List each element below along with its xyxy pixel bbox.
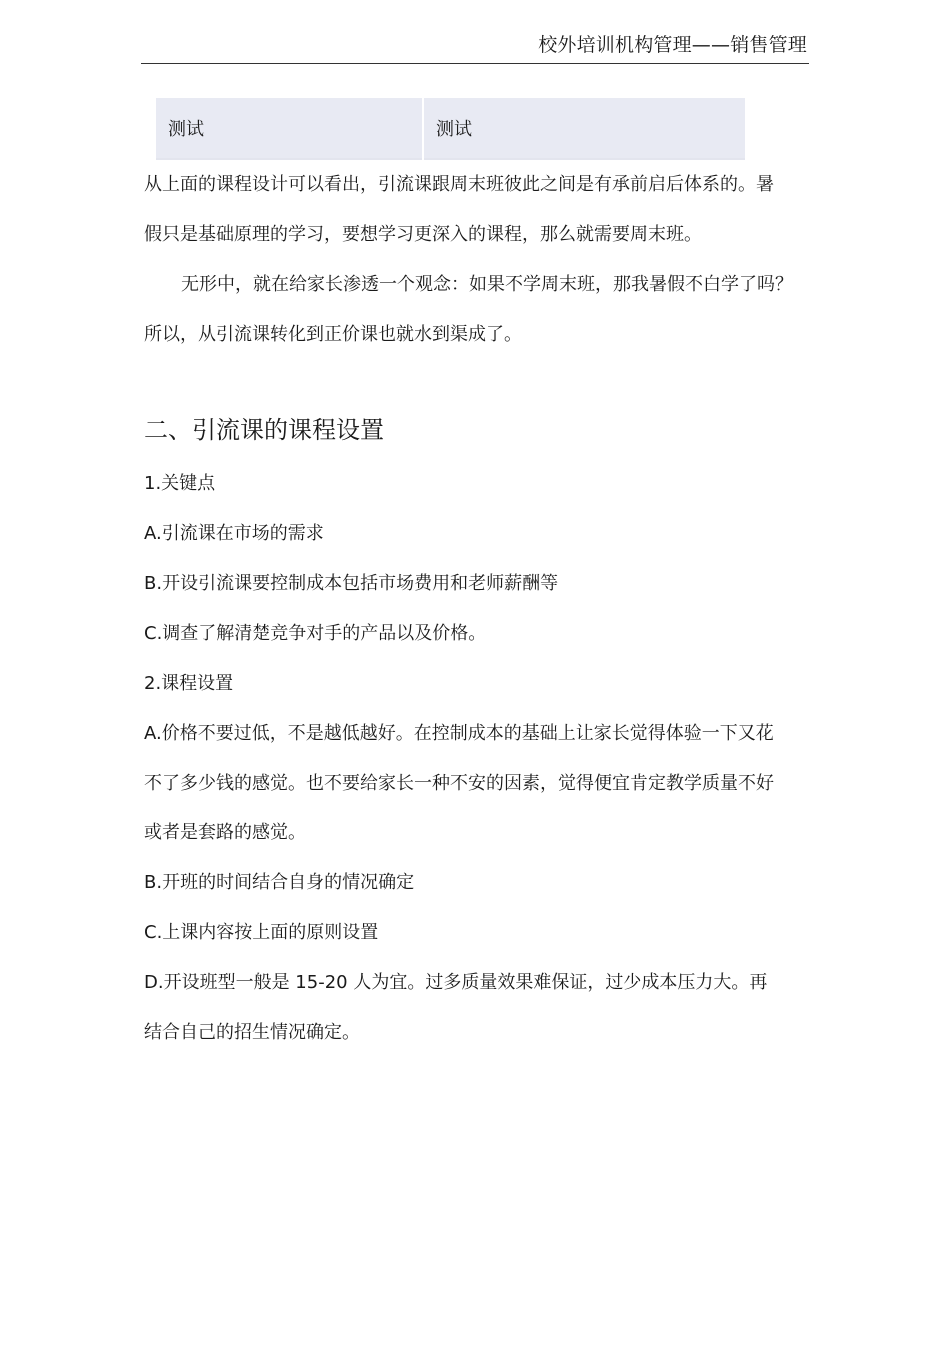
key-point-c: C.调查了解清楚竞争对手的产品以及价格。 <box>144 623 487 644</box>
table-row <box>156 98 745 160</box>
setup-a-line-3: 或者是套路的感觉。 <box>144 822 306 843</box>
table-cell: 测试 <box>424 98 745 160</box>
intro-line-4: 所以，从引流课转化到正价课也就水到渠成了。 <box>144 324 522 345</box>
key-point-a: A.引流课在市场的需求 <box>144 523 324 544</box>
setup-a-line-1: A.价格不要过低，不是越低越好。在控制成本的基础上让家长觉得体验一下又花 <box>144 723 774 744</box>
key-point-b: B.开设引流课要控制成本包括市场费用和老师薪酬等 <box>144 573 559 594</box>
intro-line-2: 假只是基础原理的学习，要想学习更深入的课程，那么就需要周末班。 <box>144 224 702 245</box>
key-points-heading: 1.关键点 <box>144 473 216 494</box>
setup-heading: 2.课程设置 <box>144 673 234 694</box>
intro-line-1: 从上面的课程设计可以看出，引流课跟周末班彼此之间是有承前启后体系的。暑 <box>144 174 774 195</box>
setup-b: B.开班的时间结合自身的情况确定 <box>144 872 415 893</box>
setup-a-line-2: 不了多少钱的感觉。也不要给家长一种不安的因素，觉得便宜肯定教学质量不好 <box>144 773 774 794</box>
table-cell: 测试 <box>156 98 422 160</box>
setup-c: C.上课内容按上面的原则设置 <box>144 922 379 943</box>
setup-d-line-1: D.开设班型一般是 15-20 人为宜。过多质量效果难保证，过少成本压力大。再 <box>144 972 768 993</box>
header-title: 校外培训机构管理——销售管理 <box>538 34 807 56</box>
page-header <box>141 28 809 64</box>
intro-line-3: 无形中，就在给家长渗透一个观念：如果不学周末班，那我暑假不白学了吗？ <box>181 274 793 295</box>
section-title: 二、引流课的课程设置 <box>144 416 384 444</box>
setup-d-line-2: 结合自己的招生情况确定。 <box>144 1022 360 1043</box>
test-table <box>154 98 747 160</box>
